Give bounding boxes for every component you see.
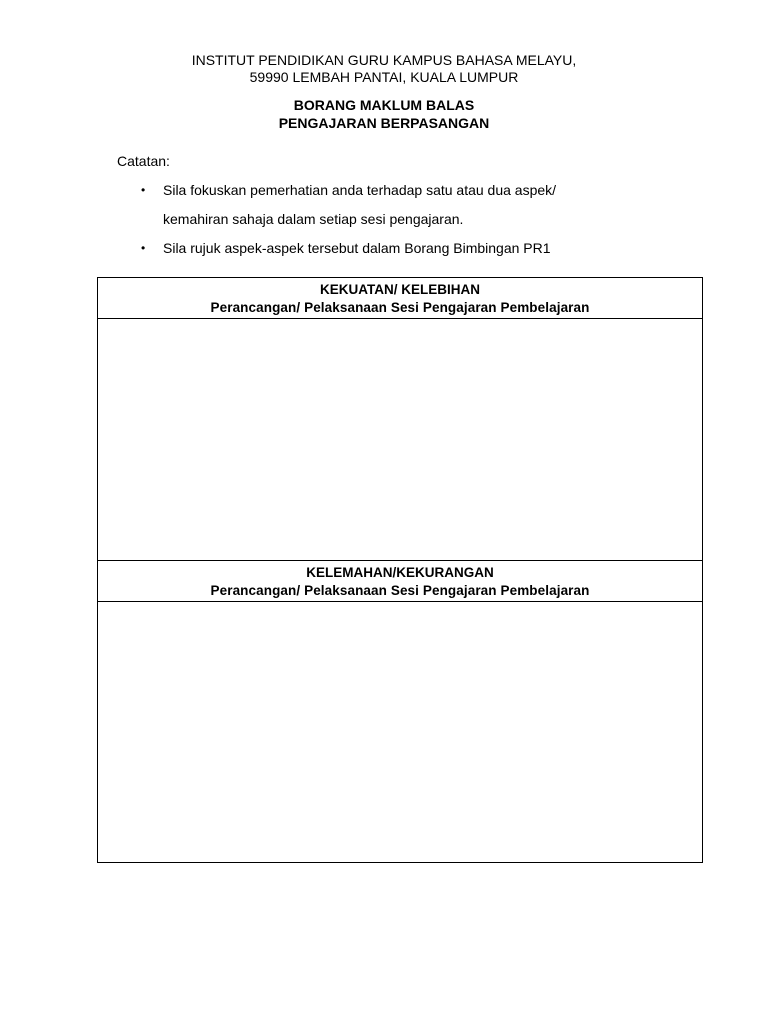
bullet-icon: • <box>141 241 146 255</box>
institution-name: INSTITUT PENDIDIKAN GURU KAMPUS BAHASA MELAYU, <box>191 52 577 68</box>
weaknesses-heading: KELEMAHAN/KEKURANGAN <box>306 565 494 580</box>
notes-list <box>117 176 717 263</box>
note-text-line: kemahiran sahaja dalam setiap sesi pengajaran. <box>163 211 464 227</box>
note-text-line: Sila rujuk aspek-aspek tersebut dalam Borang Bimbingan PR1 <box>163 240 551 256</box>
form-title-line1: BORANG MAKLUM BALAS <box>293 97 475 113</box>
notes-label: Catatan: <box>117 153 170 169</box>
weaknesses-header <box>98 561 702 602</box>
form-title <box>0 96 768 132</box>
bullet-icon: • <box>141 183 146 197</box>
note-text-line: Sila fokuskan pemerhatian anda terhadap satu atau dua aspek/ <box>163 182 557 198</box>
strengths-header <box>98 278 702 319</box>
feedback-table <box>97 277 703 863</box>
list-item <box>117 176 717 234</box>
strengths-heading: KEKUATAN/ KELEBIHAN <box>320 282 480 297</box>
strengths-subheading: Perancangan/ Pelaksanaan Sesi Pengajaran Pembelajaran <box>210 300 590 315</box>
list-item <box>117 234 717 263</box>
weaknesses-subheading: Perancangan/ Pelaksanaan Sesi Pengajaran Pembelajaran <box>210 583 590 598</box>
institution-address: 59990 LEMBAH PANTAI, KUALA LUMPUR <box>249 69 519 85</box>
institution-header <box>0 52 768 86</box>
strengths-content-area[interactable] <box>98 319 702 561</box>
form-title-line2: PENGAJARAN BERPASANGAN <box>278 115 490 131</box>
weaknesses-content-area[interactable] <box>98 602 702 861</box>
notes-section <box>117 153 717 263</box>
